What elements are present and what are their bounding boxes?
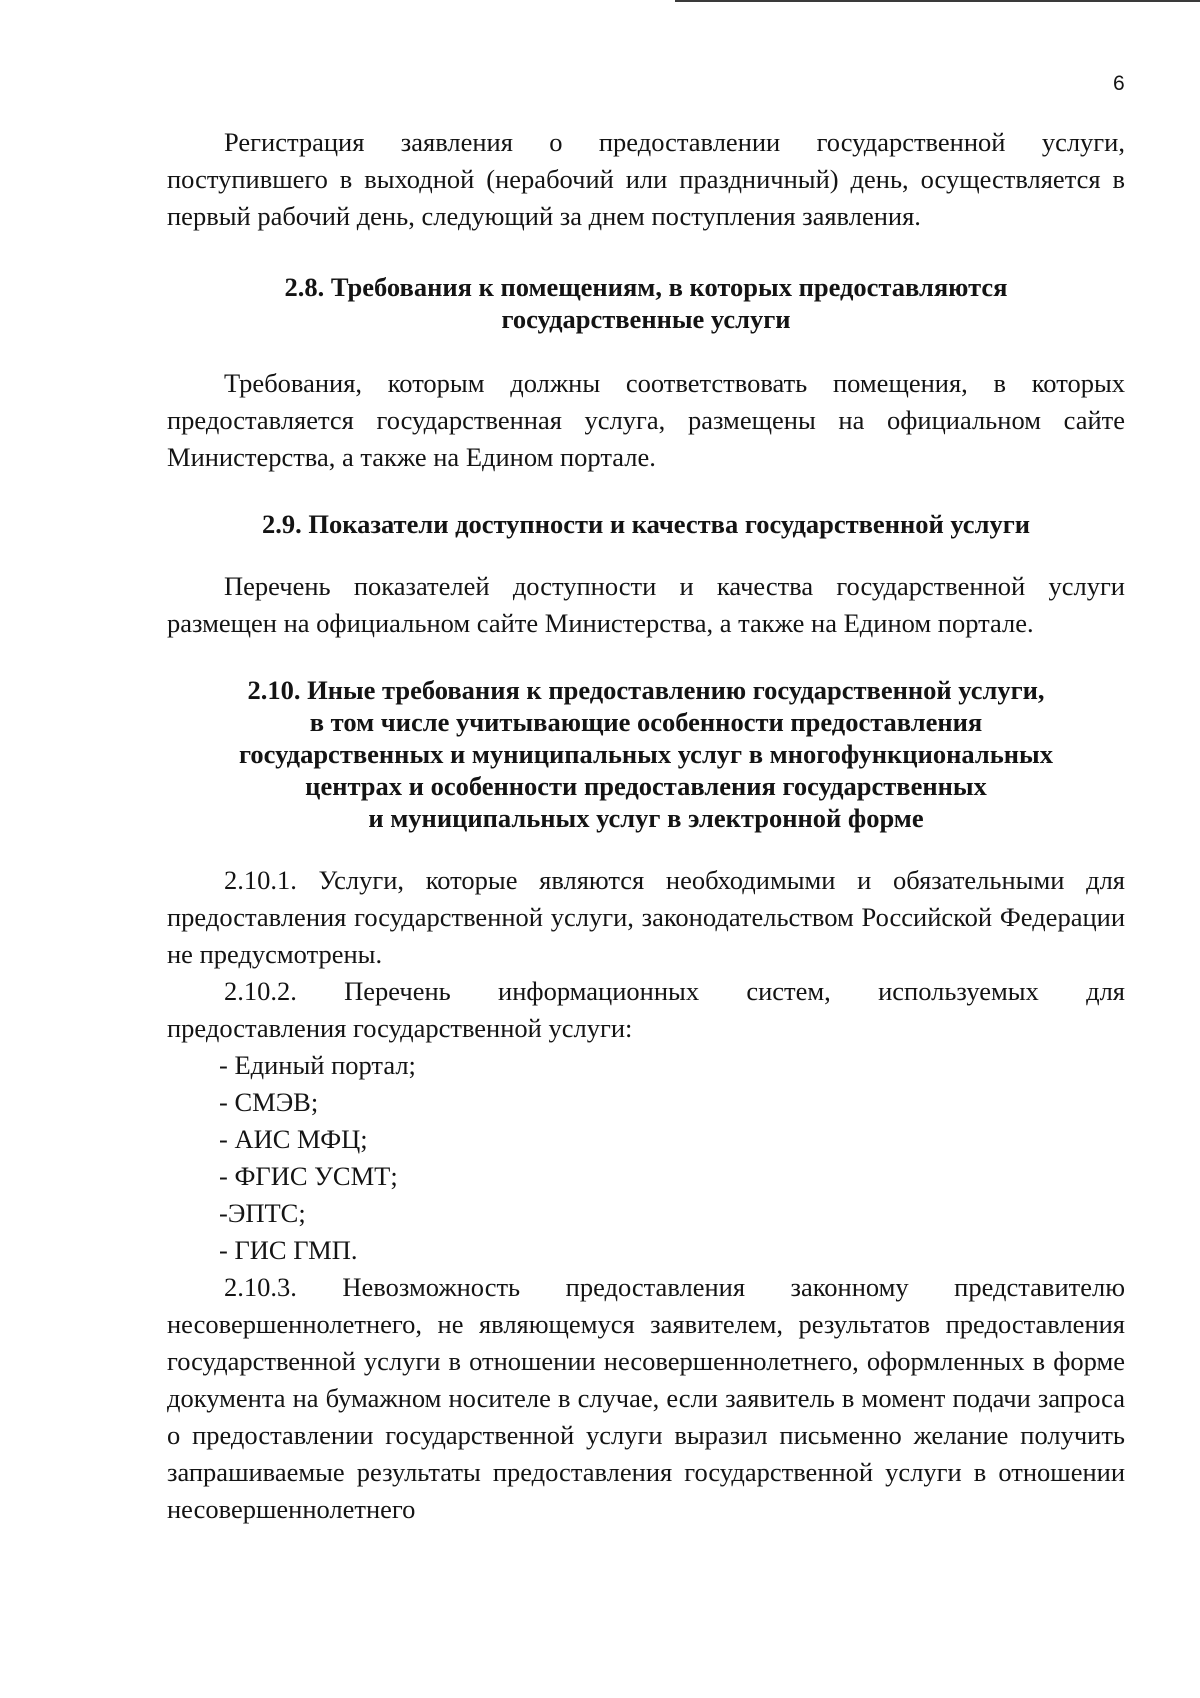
document-body xyxy=(167,124,1125,1528)
paragraph-2-10-2 xyxy=(167,973,1125,1047)
section-2-8-heading-line: 2.8. Требования к помещениям, в которых предоставляются xyxy=(284,272,1008,302)
section-2-8-heading-line: государственные услуги xyxy=(501,304,791,334)
section-2-9-body: Перечень показателей доступности и качества государственной услуги размещен на официальном сайте Министерства, а также на Едином портале. xyxy=(167,571,1125,638)
list-item: - ГИС ГМП. xyxy=(219,1235,358,1265)
paragraph-registration: Регистрация заявления о предоставлении государственной услуги, поступившего в выходной (нерабочий или праздничный) день, осуществляется в первый рабочий день, следующий за днем поступления заявления. xyxy=(167,127,1125,231)
section-2-10-heading-line: 2.10. Иные требования к предоставлению государственной услуги, xyxy=(247,675,1045,705)
section-2-8-heading xyxy=(167,271,1125,335)
paragraph-2-10-2-line: 2.10.2. Перечень информационных систем, используемых для xyxy=(224,976,1125,1006)
section-2-9-heading-line: 2.9. Показатели доступности и качества государственной услуги xyxy=(261,509,1030,539)
list-item: - СМЭВ; xyxy=(219,1087,319,1117)
paragraph-2-10-3: 2.10.3. Невозможность предоставления законному представителю несовершеннолетнего, не являющемуся заявителем, результатов предоставления государственной услуги в отношении несовершеннолетнего, оформленных в форме документа на бумажном носителе в случае, если заявитель в момент подачи запроса о предоставлении государственной услуги выразил письменно желание получить запрашиваемые результаты предоставления государственной услуги в отношении несовершеннолетнего xyxy=(167,1272,1125,1524)
information-systems-list xyxy=(167,1047,1125,1269)
list-item: - АИС МФЦ; xyxy=(219,1124,368,1154)
section-2-10-heading-line: центрах и особенности предоставления государственных xyxy=(305,771,987,801)
list-item: - Единый портал; xyxy=(219,1050,416,1080)
list-item: - ФГИС УСМТ; xyxy=(219,1161,398,1191)
section-2-10-heading-line: государственных и муниципальных услуг в многофункциональных xyxy=(239,739,1053,769)
list-item: -ЭПТС; xyxy=(219,1198,306,1228)
section-2-10-heading-line: и муниципальных услуг в электронной форме xyxy=(368,803,924,833)
section-2-10-heading xyxy=(167,674,1125,834)
paragraph-2-10-2-line: предоставления государственной услуги: xyxy=(167,1013,633,1043)
paragraph-2-10-1: 2.10.1. Услуги, которые являются необходимыми и обязательными для предоставления государственной услуги, законодательством Российской Федерации не предусмотрены. xyxy=(167,865,1125,969)
page-number: 6 xyxy=(1113,72,1125,95)
section-2-10-heading-line: в том числе учитывающие особенности предоставления xyxy=(309,707,983,737)
section-2-9-heading xyxy=(167,508,1125,540)
section-2-8-body: Требования, которым должны соответствовать помещения, в которых предоставляется государственная услуга, размещены на официальном сайте Министерства, а также на Едином портале. xyxy=(167,368,1125,472)
scan-edge-line xyxy=(675,0,1200,2)
